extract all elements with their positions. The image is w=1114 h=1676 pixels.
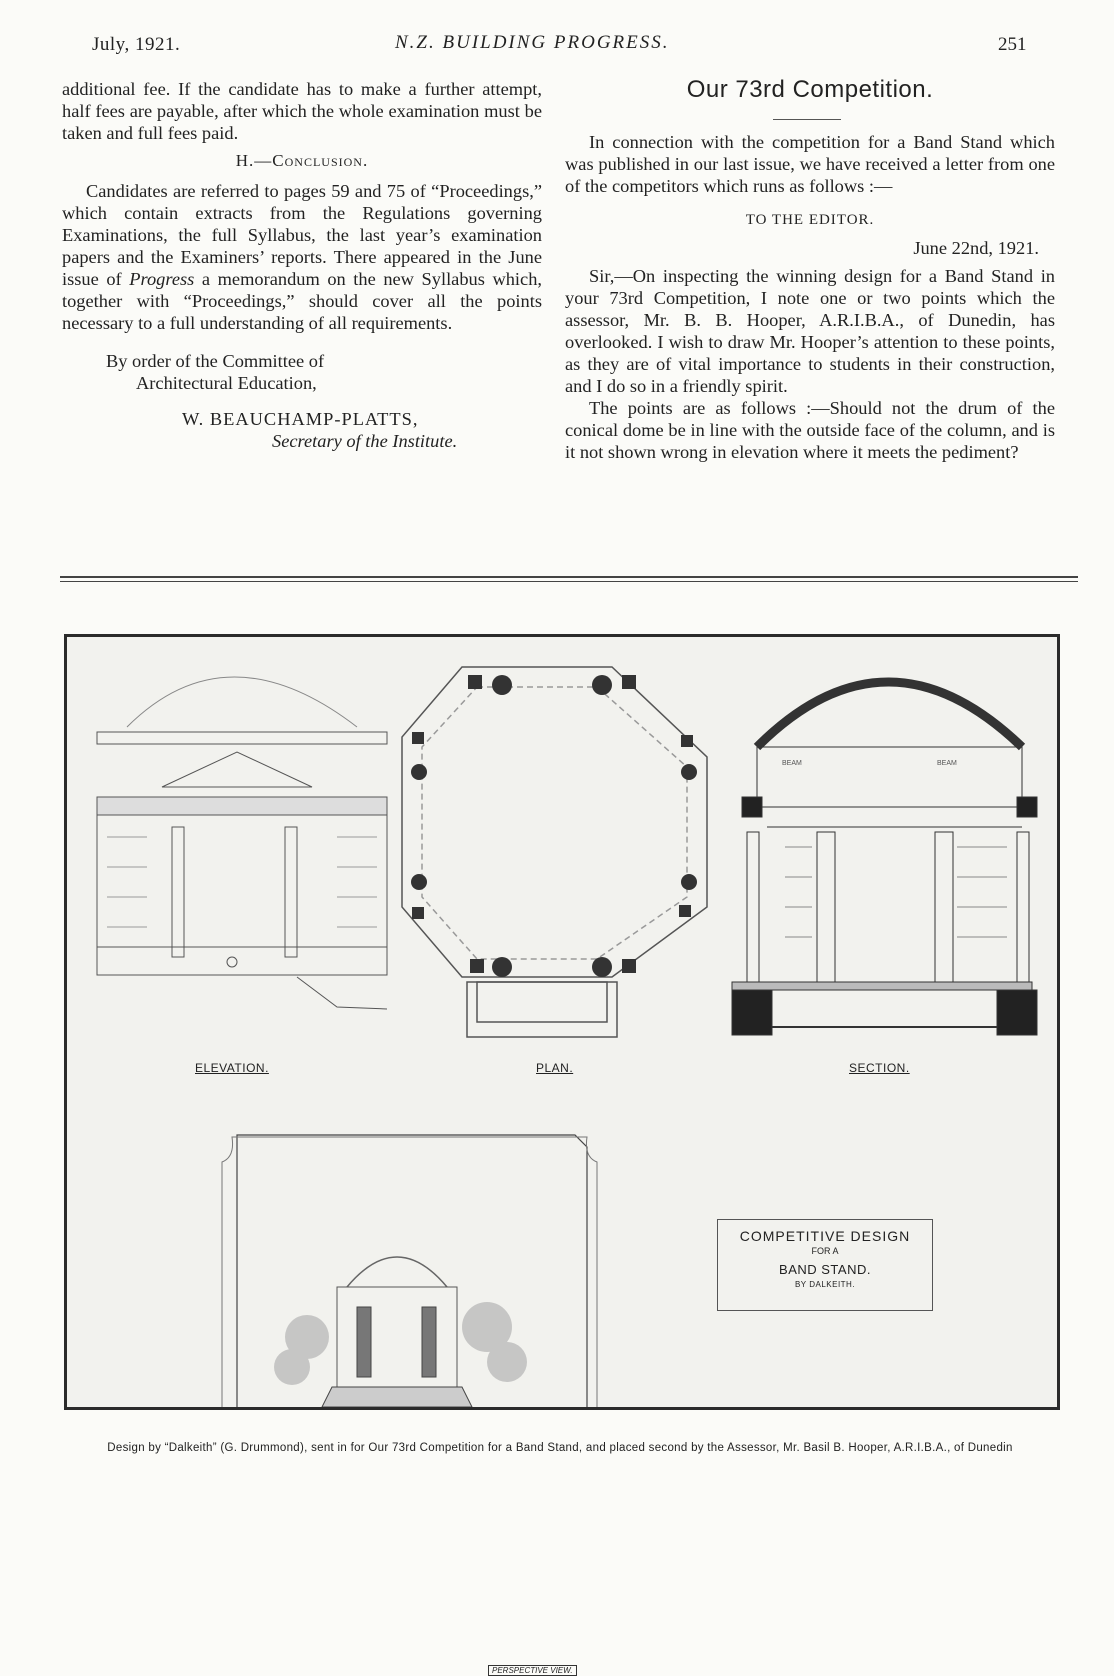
letter-date: June 22nd, 1921. bbox=[913, 238, 1039, 258]
competition-title: Our 73rd Competition. bbox=[686, 76, 934, 103]
section-drawing bbox=[732, 682, 1037, 1035]
letter-paragraph-1: Sir,—On inspecting the winning design for a Band Stand in your 73rd Competition, I note one or two points which the assessor, Mr. B. B. Hooper, A.R.I.B.A., of Dunedin, has overlooked. I wish to draw Mr. Hooper’s attention to these points, as they are of vital importance to students in their construction, and I do so in a friendly spirit. bbox=[565, 266, 1055, 396]
title-block-line4: BY DALKEITH. bbox=[794, 1280, 856, 1289]
elevation-label: ELEVATION. bbox=[195, 1061, 269, 1075]
title-block bbox=[717, 1219, 933, 1311]
signatory-name: W. BEAUCHAMP-PLATTS, bbox=[182, 409, 419, 429]
perspective-drawing bbox=[222, 1135, 597, 1407]
divider-rule-bottom bbox=[60, 581, 1078, 582]
intro-paragraph: In connection with the competition for a Band Stand which was published in our last issue, we have received a letter from one of the competitors which runs as follows :— bbox=[565, 132, 1055, 196]
progress-italic: Progress bbox=[129, 269, 195, 289]
divider-rule-top bbox=[60, 576, 1078, 578]
section-label: SECTION. bbox=[849, 1061, 910, 1075]
title-rule bbox=[773, 119, 841, 120]
header-date: July, 1921. bbox=[92, 34, 181, 55]
order-line-2: Architectural Education, bbox=[136, 373, 317, 393]
plan-drawing bbox=[402, 667, 707, 1037]
left-paragraph-2 bbox=[62, 180, 542, 334]
beam-label-left: BEAM bbox=[782, 760, 802, 767]
para2-end: a memorandum on the new Syllabus which, together with “Proceedings,” should cover all the points necessary to a full understanding of all requirements. bbox=[62, 269, 543, 333]
signatory-title: Secretary of the Institute. bbox=[272, 431, 458, 451]
beam-label-right: BEAM bbox=[937, 760, 957, 767]
journal-title: N.Z. BUILDING PROGRESS. bbox=[395, 32, 670, 53]
title-block-line1: COMPETITIVE DESIGN bbox=[739, 1228, 911, 1244]
left-paragraph-1: additional fee. If the candidate has to make a further attempt, half fees are payable, after which the whole examination must be taken and full fees paid. bbox=[62, 79, 542, 143]
left-column bbox=[62, 78, 542, 452]
editor-heading: TO THE EDITOR. bbox=[745, 212, 875, 228]
plate-caption: Design by “Dalkeith” (G. Drummond), sent in for Our 73rd Competition for a Band Stand, and placed second by the Assessor, Mr. Basil B. Hooper, A.R.I.B.A., of Dunedin bbox=[107, 1442, 1013, 1454]
order-line-1: By order of the Committee of bbox=[106, 351, 325, 371]
para2-start: Candidates are referred to pages 59 and 75 of “Proceedings,” which contain extracts from the Regulations governing Examinations, the full Syllabus, the last year’s examination papers and the Examiners’ reports. There appeared in the June issue of bbox=[62, 181, 542, 289]
right-column bbox=[565, 131, 1055, 463]
title-block-line3: BAND STAND. bbox=[779, 1262, 871, 1277]
perspective-label: PERSPECTIVE VIEW. bbox=[488, 1665, 577, 1676]
plan-label: PLAN. bbox=[536, 1061, 574, 1075]
section-heading: H.—Conclusion. bbox=[235, 151, 369, 170]
title-block-line2: FOR A bbox=[811, 1246, 839, 1256]
elevation-drawing bbox=[97, 677, 387, 1009]
letter-paragraph-2: The points are as follows :—Should not the drum of the conical dome be in line with the outside face of the column, and is it not shown wrong in elevation where it meets the pediment? bbox=[565, 398, 1055, 462]
page-number: 251 bbox=[998, 34, 1027, 55]
